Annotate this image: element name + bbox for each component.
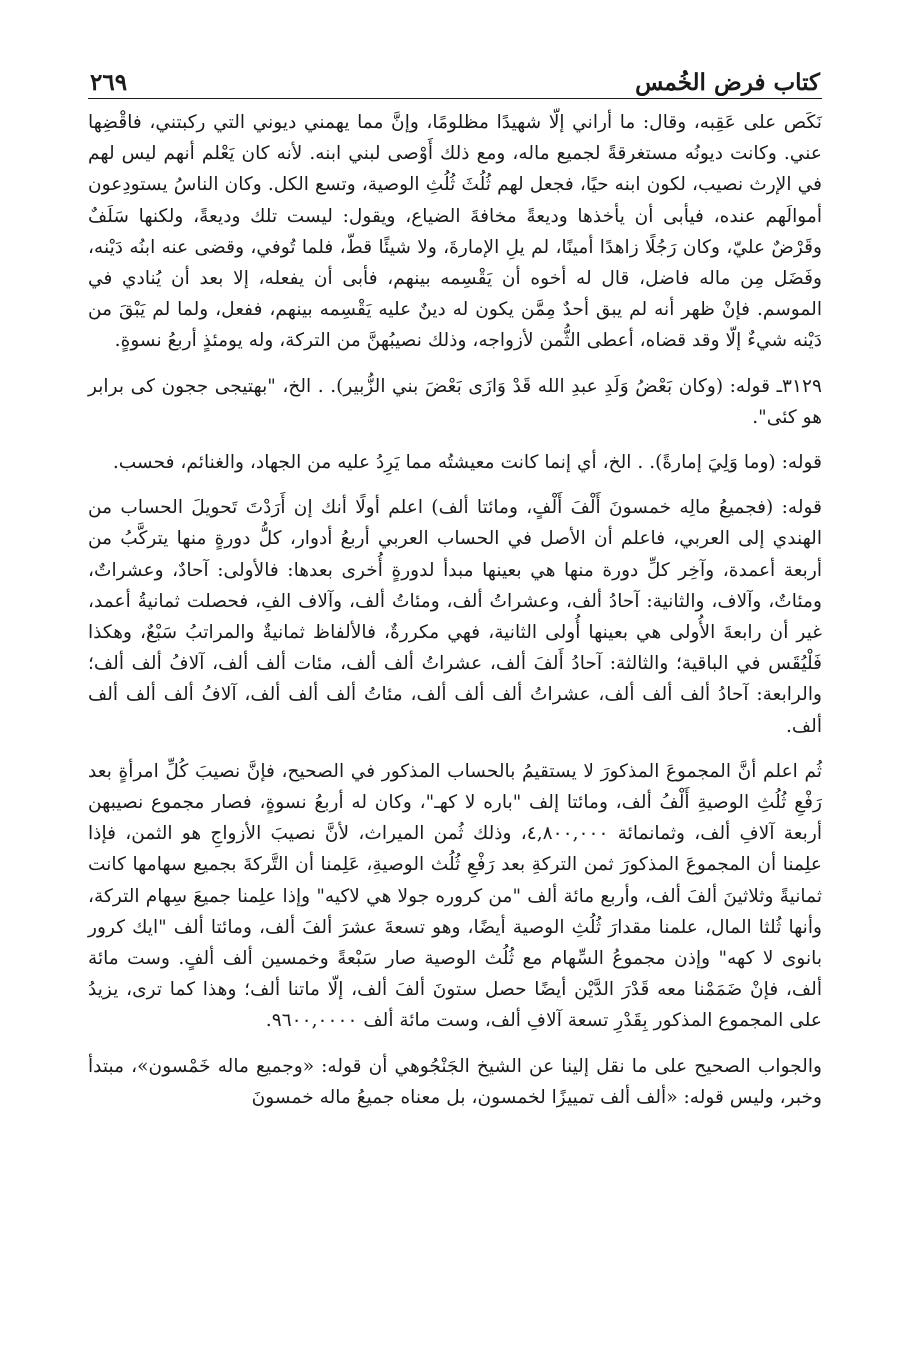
chapter-title: كتاب فرض الخُمس bbox=[635, 69, 820, 96]
book-page bbox=[88, 52, 822, 1113]
paragraph-numeral-system: قوله: (فجميعُ مالِه خمسونَ أَلْفَ أَلْفٍ، ومائتا ألف) اعلم أولًا أنك إن أَرَدْتَ تَحويلَ الحساب من الهندي إلى العربي، فاعلم أن الأصل في الحساب العربي أربعُ أدوار، كلُّ دورةٍ منها يتركَّبُ من أربعة أعمدة، وآخِر كلِّ دورة منها هي بعينها مبدأ لدورةٍ أُخرى بعدها: فالأولى: آحادٌ، وعشراتٌ، ومئاتٌ، وآلاف، والثانية: آحادُ ألف، وعشراتُ ألف، ومئاتُ ألف، وآلاف الفِ، فحصلت ثمانيةُ أعمد، غير أن رابعةَ الأُولى هي بعينها أُولى الثانية، فهي مكررةٌ، فالألفاظ ثمانيةٌ والمراتبُ سَبْعٌ، وهكذا فَلْيُقَس في الباقية؛ والثالثة: آحادُ أَلفَ ألف، عشراتُ ألف ألف، مئات ألف ألف، آلافُ ألف ألف؛ والرابعة: آحادُ ألف ألف ألف، عشراتُ ألف ألف ألف، مئاتُ ألف ألف ألف، آلافُ ألف ألف ألف ألف. bbox=[88, 497, 822, 737]
running-header bbox=[88, 52, 822, 99]
page-number: ٢٦٩ bbox=[90, 69, 128, 96]
paragraph-imara-note: قوله: (وما وَلِيَ إمارةً). . الخ، أي إنما كانت معيشتُه مما يَرِدُ عليه من الجهاد، والغنائم، فحسب. bbox=[112, 452, 822, 474]
paragraph-inheritance-calculation: ثُم اعلم أنَّ المجموعَ المذكورَ لا يستقيمُ بالحساب المذكور في الصحيح، فإنَّ نصيبَ كُلِّ امرأةٍ بعد رَفْعِ ثُلُثِ الوصيةِ أَلْفُ ألف، ومائتا إلف "باره لا كهـ"، وكان له أربعُ نسوةٍ، فصار مجموع نصيبهن أربعة آلافِ ألف، وثمانمائة ٤,٨٠٠,٠٠٠، وذلك ثُمن الميراث، لأنَّ نصيبَ الأزواجِ هو الثمن، فإذا علِمنا أن المجموعَ المذكورَ ثمن التركةِ بعد رَفْعِ ثُلُث الوصيةِ، عَلِمنا أن التَّركةَ بجميع سهامها كانت ثمانيةً وثلاثينَ ألفَ ألف، وأربع مائة ألف "من كروره جولا هي لاكيه" وإذا علِمنا جميعَ سِهام التركة، وأنها ثُلثا المال، علمنا مقدارَ ثُلُثِ الوصية أيضًا، وهو تسعةَ عشرَ ألفَ ألف، ومائتا ألف "ايك كرور بانوى لا كهه" وإذن مجموعُ السِّهام مع ثُلُث الوصية صار سَبْعةً وخمسين ألف ألفٍ. وست مائة ألف، فإنْ ضَمَمْنا معه قَدْرَ الدَّيْن أيضًا حصل ستونَ ألفَ ألف، إلّا ماتنا ألف؛ وهذا كما ترى، يزيدُ على المجموع المذكور بِقَدْرِ تسعة آلافِ ألف، وست مائة ألف ٩٦٠٠,٠٠٠٠. bbox=[88, 760, 822, 1032]
paragraph-hadith-3129: ٣١٢٩ـ قوله: (وكان بَعْضُ وَلَدِ عبدِ الله قَدْ وَازَى بَعْضَ بني الزُّبير). . الخ، "بهتيجى ججون كى برابر هو كئى". bbox=[88, 375, 822, 428]
paragraph-correct-answer: والجواب الصحيح على ما نقل إلينا عن الشيخ الجَنْجُوهي أن قوله: «وجميع ماله خَمْسون»، مبتدأ وخبر، وليس قوله: «ألف ألف تمييزًا لخمسون، بل معناه جميعُ ماله خمسونَ bbox=[88, 1055, 822, 1108]
page-body bbox=[88, 107, 822, 1113]
paragraph-story-continuation: نَكَص على عَقِبه، وقال: ما أراني إلّا شهيدًا مظلومًا، وإنَّ مما يهمني ديوني التي ركبتني، فاقْضِها عني. وكانت ديونُه مستغرقةً لجميع ماله، ومع ذلك أَوْصى لبني ابنه. لأنه كان يَعْلم أنهم ليس لهم في الإرث نصيب، لكون ابنه حيًا، فجعل لهم ثُلُثَ ثُلُثِ الوصية، وتسع الكل. وكان الناسُ يستودِعون أموالَهم عنده، فيأبى أن يأخذها وديعةً مخافةَ الضياع، ويقول: ليست تلك وديعةً، ولكنها سَلَفٌ وقَرْضٌ عليّ، وكان رَجُلًا زاهدًا أمينًا، لم يلِ الإمارةَ، ولا شيئًا قطّ، فلما تُوفي، وقضى عنه ابنُه دَيْنه، وفَضَل مِن ماله فاضل، قال له أخوه أن يَقْسِمه بينهم، فأبى أن يفعله، إلا بعد أن يُنادي في الموسم. فإنْ ظهر أنه لم يبق أحدٌ مِمَّن يكون له دينٌ عليه يَقْسِمه بينهم، ففعل، ولما لم يَبْقَ من دَيْنه شيءٌ إلّا وقد قضاه، أعطى الثُّمن لأزواجه، وذلك نصيبُهنَّ من التركة، وله يومئذٍ أربعُ نسوةٍ. bbox=[88, 112, 822, 352]
